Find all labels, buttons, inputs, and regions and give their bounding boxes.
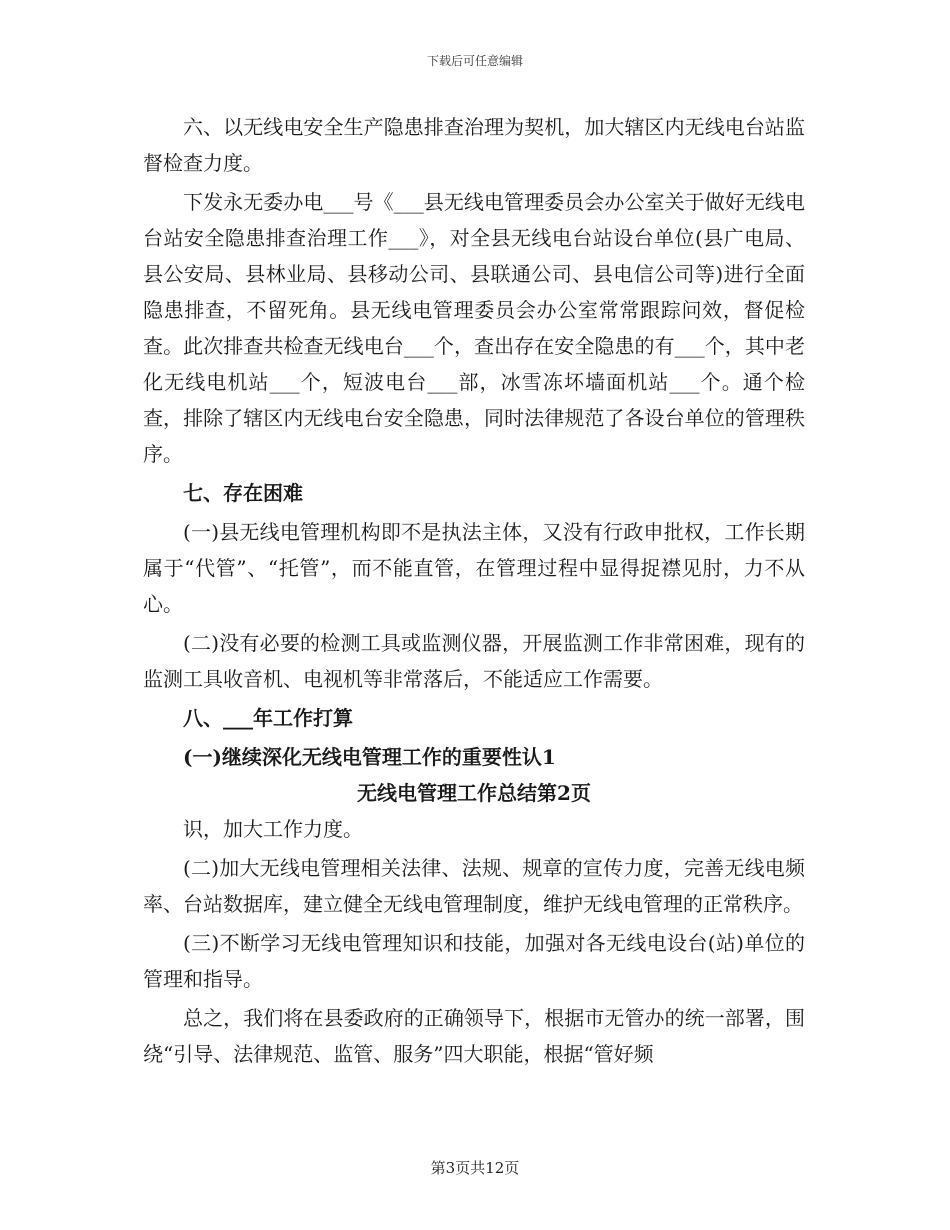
page-header: 下载后可任意编辑 — [426, 54, 523, 68]
page-break-title: 无线电管理工作总结第2页 — [357, 781, 591, 805]
paragraph-difficulty-2: (二)没有必要的检测工具或监测仪器，开展监测工作非常困难，现有的监测工具收音机、电视机等非常落后，不能适应工作需要。 — [143, 631, 805, 691]
heading-work-plan: 八、___年工作打算 — [183, 706, 353, 730]
paragraph-conclusion: 总之，我们将在县委政府的正确领导下，根据市无管办的统一部署，围绕“引导、法律规范、监管、服务”四大职能，根据“管好频 — [143, 1006, 805, 1066]
paragraph-difficulty-1: (一)县无线电管理机构即不是执法主体，又没有行政申批权，工作长期属于“代管”、“托管”，而不能直管，在管理过程中显得捉襟见肘，力不从心。 — [143, 520, 805, 616]
paragraph-plan-1-cont: 识，加大工作力度。 — [183, 817, 363, 841]
paragraph-plan-3: (三)不断学习无线电管理知识和技能，加强对各无线电设台(站)单位的管理和指导。 — [143, 931, 805, 991]
paragraph-plan-1: (一)继续深化无线电管理工作的重要性认1 — [183, 745, 556, 769]
paragraph-inspection: 下发永无委办电___号《___县无线电管理委员会办公室关于做好无线电台站安全隐患排查治理工作___》，对全县无线电台站设台单位(县广电局、县公安局、县林业局、县移动公司、县联通公司、县电信公司等)进行全面隐患排查，不留死角。县无线电管理委员会办公室常常跟踪问效，督促检查。此次排查共检查无线电台___个，查出存在安全隐患的有___个，其中老化无线电机站___个，短波电台___部，冰雪冻坏墙面机站___个。通个检查，排除了辖区内无线电台安全隐患，同时法律规范了各设台单位的管理秩序。 — [143, 190, 805, 466]
document-body — [143, 109, 805, 1072]
page-footer: 第3页共12页 — [430, 1159, 520, 1177]
paragraph-plan-2: (二)加大无线电管理相关法律、法规、规章的宣传力度，完善无线电频率、台站数据库，建立健全无线电管理制度，维护无线电管理的正常秩序。 — [143, 856, 805, 916]
heading-difficulties: 七、存在困难 — [183, 481, 303, 505]
paragraph-section-6: 六、以无线电安全生产隐患排查治理为契机，加大辖区内无线电台站监督检查力度。 — [143, 115, 805, 175]
